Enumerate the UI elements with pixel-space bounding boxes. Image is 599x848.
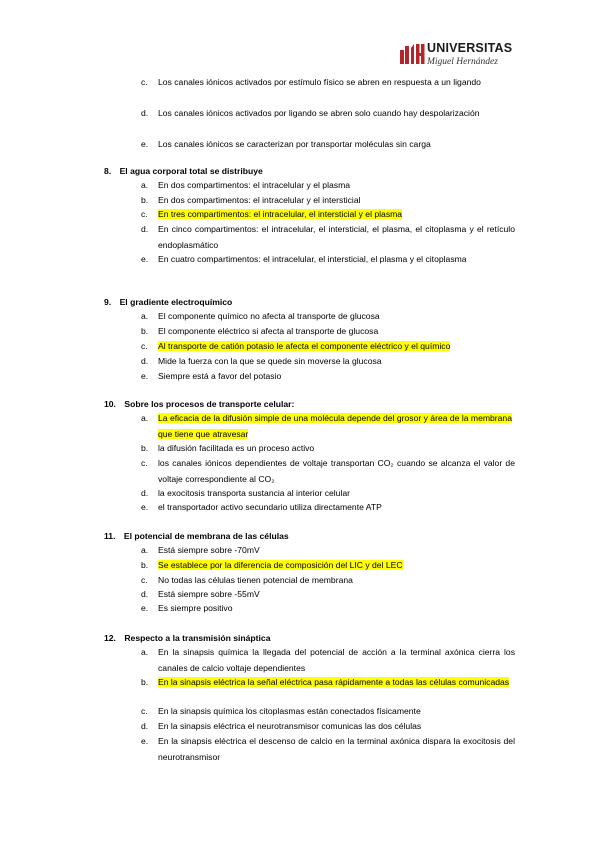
list-item-correct bbox=[141, 558, 515, 574]
option-letter: a. bbox=[141, 413, 149, 423]
option-text: Es siempre positivo bbox=[158, 603, 233, 613]
question-title bbox=[104, 397, 518, 412]
question-text: El agua corporal total se distribuye bbox=[119, 166, 263, 176]
list-item bbox=[141, 106, 515, 122]
option-text: Está siempre sobre -55mV bbox=[158, 589, 260, 599]
list-item bbox=[141, 369, 515, 385]
option-text: En dos compartimentos: el intracelular y el plasma bbox=[158, 180, 351, 190]
list-item bbox=[141, 441, 515, 457]
list-item bbox=[141, 543, 515, 559]
option-text: El componente químico no afecta al transporte de glucosa bbox=[158, 311, 380, 321]
option-letter: c. bbox=[141, 77, 148, 87]
option-letter: a. bbox=[141, 311, 149, 321]
option-text: No todas las células tienen potencial de membrana bbox=[158, 575, 353, 585]
list-item bbox=[141, 178, 515, 194]
option-letter: d. bbox=[141, 356, 149, 366]
question-title bbox=[104, 631, 518, 646]
question-number: 10. bbox=[104, 399, 116, 409]
option-letter: e. bbox=[141, 603, 149, 613]
option-text: Siempre está a favor del potasio bbox=[158, 371, 282, 381]
list-item bbox=[141, 252, 515, 268]
list-item bbox=[141, 601, 515, 617]
list-item-correct bbox=[141, 339, 515, 355]
option-text: Los canales iónicos se caracterizan por transportar moléculas sin carga bbox=[158, 139, 431, 149]
option-text: el transportador activo secundario utiliza directamente ATP bbox=[158, 502, 382, 512]
option-text: En cuatro compartimentos: el intracelular, el intersticial, el plasma y el citoplasma bbox=[158, 254, 467, 264]
option-letter: e. bbox=[141, 736, 149, 746]
logo-subtitle: Miguel Hernández bbox=[427, 57, 498, 67]
question-text: Sobre los procesos de transporte celular: bbox=[124, 399, 295, 409]
question-number: 8. bbox=[104, 166, 112, 176]
option-text: En cinco compartimentos: el intracelular, el intersticial, el plasma, el citoplasma y el retículo endoplasmático bbox=[158, 224, 515, 250]
option-letter: d. bbox=[141, 589, 149, 599]
option-text: En la sinapsis química los citoplasmas están conectados físicamente bbox=[158, 706, 421, 716]
option-text: Está siempre sobre -70mV bbox=[158, 545, 260, 555]
option-letter: d. bbox=[141, 224, 149, 234]
option-letter: e. bbox=[141, 139, 149, 149]
question-text: El potencial de membrana de las células bbox=[123, 531, 289, 541]
question-number: 11. bbox=[104, 531, 116, 541]
logo-name: UNIVERSITAS bbox=[427, 41, 513, 55]
list-item bbox=[141, 75, 515, 91]
option-text: En la sinapsis eléctrica el neurotransmisor comunicas las dos células bbox=[158, 721, 422, 731]
list-item bbox=[141, 645, 515, 676]
option-text: En dos compartimentos: el intracelular y el intersticial bbox=[158, 195, 361, 205]
list-item bbox=[141, 222, 515, 253]
option-text: los canales iónicos dependientes de voltaje transportan CO₂ cuando se alcanza el valor de voltaje correspondiente al CO₂ bbox=[158, 458, 515, 484]
option-text: Los canales iónicos activados por estímulo físico se abren en respuesta a un ligando bbox=[158, 77, 481, 87]
list-item bbox=[141, 704, 515, 720]
option-letter: b. bbox=[141, 195, 149, 205]
option-letter: b. bbox=[141, 677, 149, 687]
option-letter: b. bbox=[141, 326, 149, 336]
option-letter: c. bbox=[141, 706, 148, 716]
option-text-highlighted: La eficacia de la difusión simple de una molécula depende del grosor y área de la membrana que tiene que atravesar bbox=[158, 413, 512, 439]
question-title bbox=[104, 295, 518, 310]
option-letter: d. bbox=[141, 108, 149, 118]
question-text: Respecto a la transmisión sináptica bbox=[124, 633, 271, 643]
option-text-highlighted: En la sinapsis eléctrica la señal eléctrica pasa rápidamente a todas las células comunicadas bbox=[158, 677, 510, 687]
option-letter: a. bbox=[141, 545, 149, 555]
list-item bbox=[141, 354, 515, 370]
list-item bbox=[141, 456, 515, 487]
list-item-correct bbox=[141, 675, 515, 691]
option-letter: e. bbox=[141, 502, 149, 512]
option-letter: c. bbox=[141, 458, 148, 468]
option-letter: c. bbox=[141, 575, 148, 585]
question-number: 12. bbox=[104, 633, 116, 643]
option-letter: e. bbox=[141, 254, 149, 264]
option-text: El componente eléctrico si afecta al transporte de glucosa bbox=[158, 326, 379, 336]
option-text: Los canales iónicos activados por ligando se abren solo cuando hay despolarización bbox=[158, 108, 480, 118]
question-title bbox=[104, 164, 518, 179]
option-text: la difusión facilitada es un proceso activo bbox=[158, 443, 315, 453]
list-item bbox=[141, 734, 515, 765]
question-text: El gradiente electroquímico bbox=[119, 297, 233, 307]
option-letter: c. bbox=[141, 209, 148, 219]
option-letter: e. bbox=[141, 371, 149, 381]
option-text-highlighted: Se establece por la diferencia de composición del LIC y del LEC bbox=[158, 560, 403, 570]
list-item bbox=[141, 324, 515, 340]
list-item-correct bbox=[141, 207, 515, 223]
question-number: 9. bbox=[104, 297, 112, 307]
question-title bbox=[104, 529, 518, 544]
option-letter: a. bbox=[141, 180, 149, 190]
option-letter: a. bbox=[141, 647, 149, 657]
option-text: la exocitosis transporta sustancia al interior celular bbox=[158, 488, 351, 498]
option-letter: b. bbox=[141, 560, 149, 570]
option-letter: d. bbox=[141, 488, 149, 498]
list-item bbox=[141, 500, 515, 516]
list-item bbox=[141, 309, 515, 325]
option-text: Mide la fuerza con la que se quede sin moverse la glucosa bbox=[158, 356, 382, 366]
option-letter: b. bbox=[141, 443, 149, 453]
list-item-correct bbox=[141, 411, 515, 442]
option-text-highlighted: En tres compartimentos: el intracelular, el intersticial y el plasma bbox=[158, 209, 403, 219]
option-letter: d. bbox=[141, 721, 149, 731]
list-item bbox=[141, 719, 515, 735]
option-text-highlighted: Al transporte de catión potasio le afecta el componente eléctrico y el químico bbox=[158, 341, 451, 351]
university-logo bbox=[400, 38, 520, 78]
option-text: En la sinapsis eléctrica el descenso de calcio en la terminal axónica dispara la exocitosis del neurotransmisor bbox=[158, 736, 515, 762]
list-item bbox=[141, 137, 515, 153]
option-text: En la sinapsis química la llegada del potencial de acción a la terminal axónica cierra los canales de calcio voltaje dependientes bbox=[158, 647, 515, 673]
umh-logo-mark-icon bbox=[400, 42, 426, 66]
option-letter: c. bbox=[141, 341, 148, 351]
